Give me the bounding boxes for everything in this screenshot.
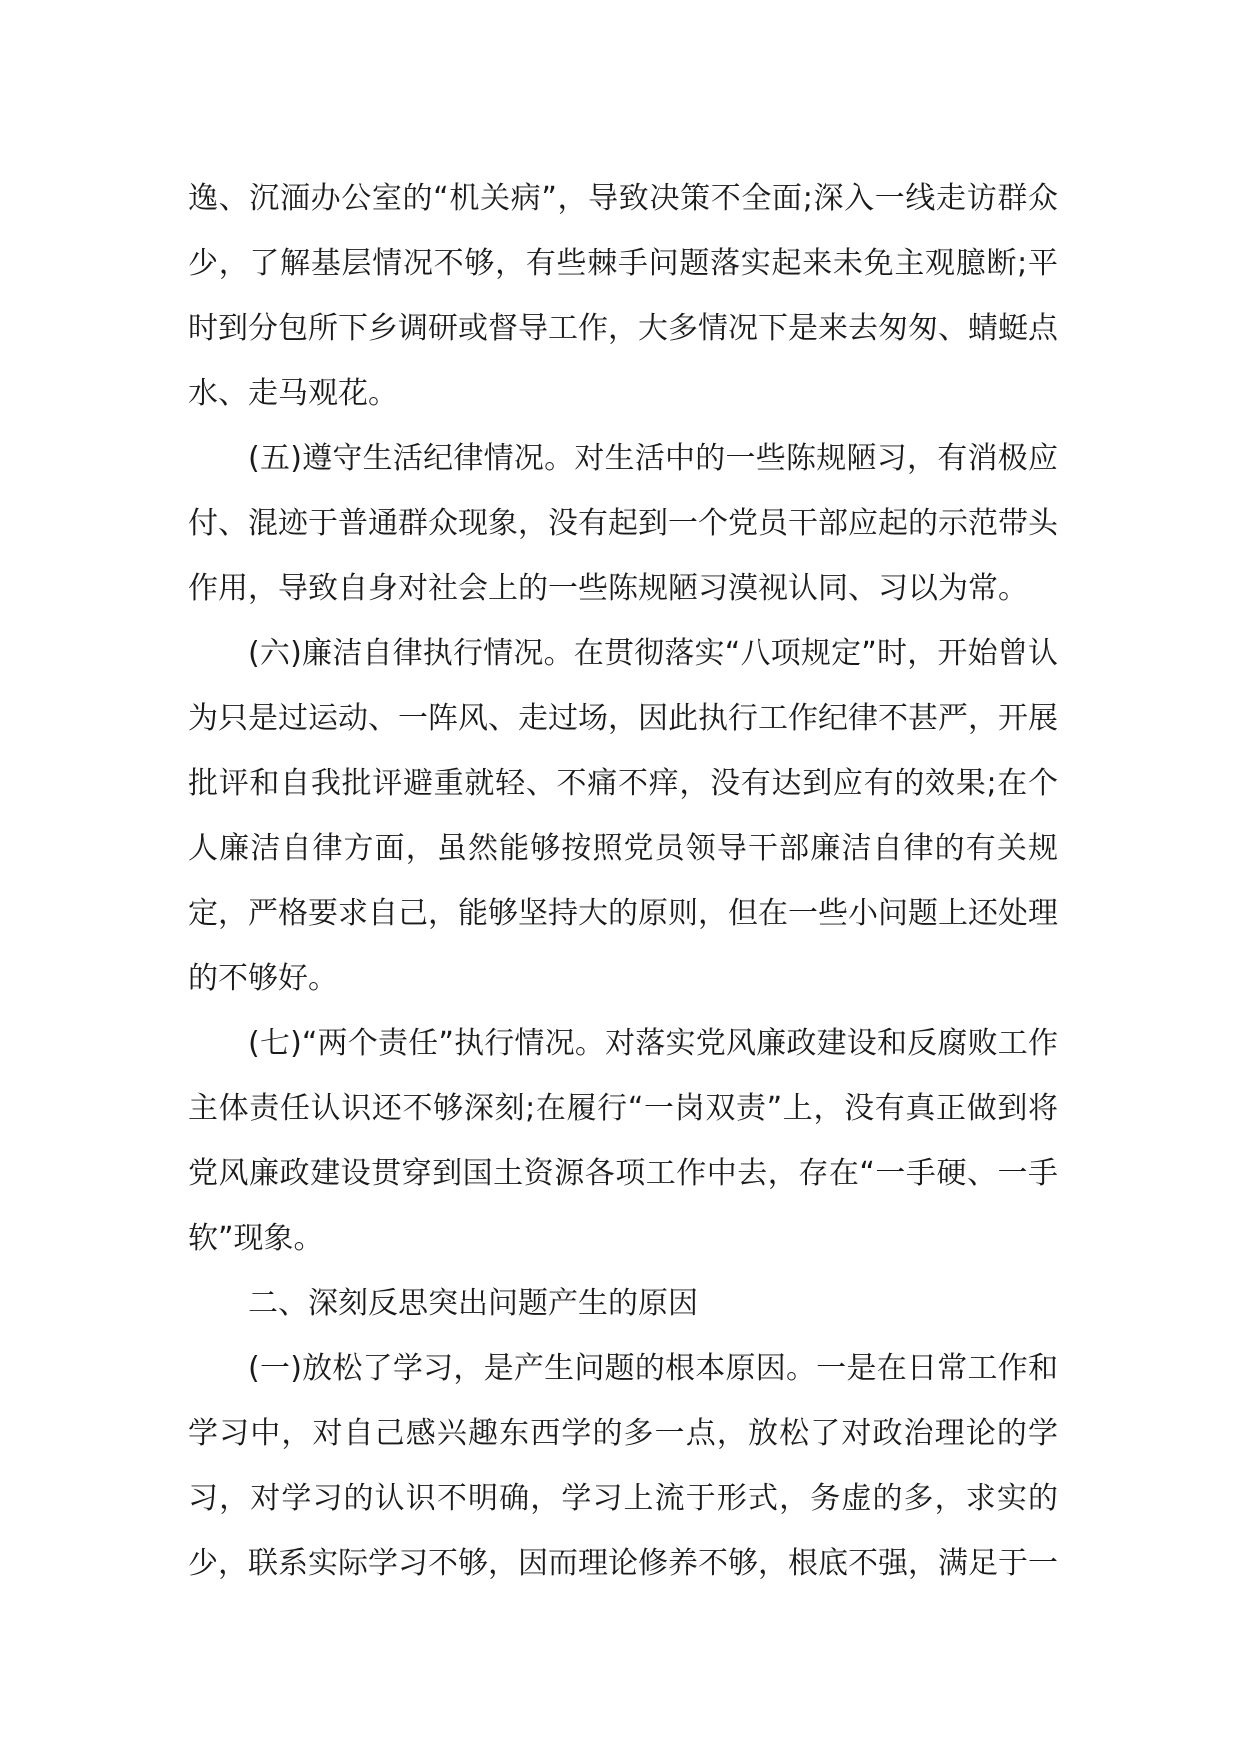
section-heading-two: 二、深刻反思突出问题产生的原因 [248,1286,698,1321]
paragraph-continued: 逸、沉湎办公室的“机关病”，导致决策不全面;深入一线走访群众少，了解基层情况不够，有些棘手问题落实起来未免主观臆断;平时到分包所下乡调研或督导工作，大多情况下是来去匆匆、蜻蜓点水、走马观花。 [188,181,1058,411]
paragraph-cause-one: (一)放松了学习，是产生问题的根本原因。一是在日常工作和学习中，对自己感兴趣东西学的多一点，放松了对政治理论的学习，对学习的认识不明确，学习上流于形式，务虚的多，求实的少，联系实际学习不够，因而理论修养不够，根底不强，满足于一 [188,1351,1058,1581]
paragraph-section-seven: (七)“两个责任”执行情况。对落实党风廉政建设和反腐败工作主体责任认识还不够深刻;在履行“一岗双责”上，没有真正做到将党风廉政建设贯穿到国土资源各项工作中去，存在“一手硬、一手软”现象。 [188,1026,1058,1256]
paragraph-section-six: (六)廉洁自律执行情况。在贯彻落实“八项规定”时，开始曾认为只是过运动、一阵风、走过场，因此执行工作纪律不甚严，开展批评和自我批评避重就轻、不痛不痒，没有达到应有的效果;在个人廉洁自律方面，虽然能够按照党员领导干部廉洁自律的有关规定，严格要求自己，能够坚持大的原则，但在一些小问题上还处理的不够好。 [188,636,1058,996]
paragraph-section-five: (五)遵守生活纪律情况。对生活中的一些陈规陋习，有消极应付、混迹于普通群众现象，没有起到一个党员干部应起的示范带头作用，导致自身对社会上的一些陈规陋习漠视认同、习以为常。 [188,441,1058,606]
document-body [188,166,1058,1596]
